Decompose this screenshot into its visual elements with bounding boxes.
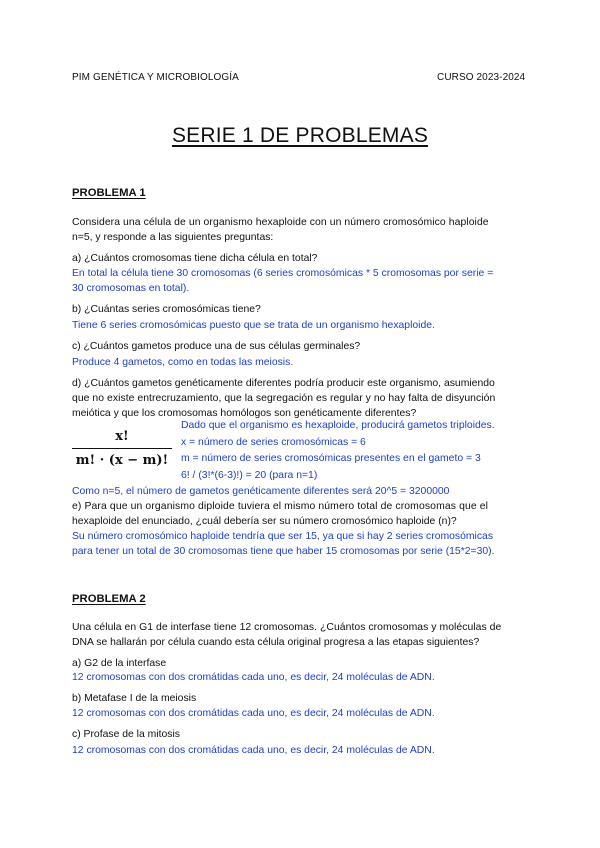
problem-1-answer-b: Tiene 6 series cromosómicas puesto que se trata de un organismo hexaploide. (72, 320, 435, 331)
problem-2-intro-line-1: Una célula en G1 de interfase tiene 12 cromosomas. ¿Cuántos cromosomas y moléculas de (72, 622, 502, 633)
combination-formula (72, 428, 172, 470)
problem-1-answer-e-line-2: para tener un total de 30 cromosomas tiene que haber 15 cromosomas por serie (15*2=30). (72, 546, 495, 557)
formula-fraction-bar (72, 448, 172, 449)
problem-1-answer-d-line-3: m = número de series cromosómicas presentes en el gameto = 3 (181, 453, 481, 464)
problem-2-answer-b: 12 cromosomas con dos cromátidas cada uno, es decir, 24 moléculas de ADN. (72, 708, 435, 719)
problem-1-answer-a-line-1: En total la célula tiene 30 cromosomas (6 series cromosómicas * 5 cromosomas por serie = (72, 268, 494, 279)
problem-1-answer-c: Produce 4 gametos, como en todas las meiosis. (72, 357, 294, 368)
problem-1-answer-d-line-1: Dado que el organismo es hexaploide, producirá gametos triploides. (181, 420, 495, 431)
problem-1-intro-line-2: n=5, y responde a las siguientes preguntas: (72, 232, 274, 243)
problem-2-heading: PROBLEMA 2 (72, 593, 146, 605)
problem-1-answer-d-line-4: 6! / (3!*(6-3)!) = 20 (para n=1) (181, 470, 318, 481)
problem-1-question-e-line-1: e) Para que un organismo diploide tuviera el mismo número total de cromosomas que el (72, 501, 489, 512)
header-course-name: PIM GENÉTICA Y MICROBIOLOGÍA (72, 72, 239, 83)
problem-1-heading: PROBLEMA 1 (72, 187, 146, 199)
problem-2-intro-line-2: DNA se hallarán por célula cuando esta célula original progresa a las etapas siguientes? (72, 637, 480, 648)
page-title: SERIE 1 DE PROBLEMAS (171, 124, 429, 147)
problem-1-question-d-line-1: d) ¿Cuántos gametos genéticamente diferentes podría producir este organismo, asumiendo (72, 378, 495, 389)
problem-1-answer-e-line-1: Su número cromosómico haploide tendría que ser 15, ya que si hay 2 series cromosómicas (72, 531, 494, 542)
problem-1-answer-a-line-2: 30 cromosomas en total). (72, 283, 190, 294)
problem-2-question-b: b) Metafase I de la meiosis (72, 693, 197, 704)
problem-1-question-d-line-3: meiótica y que los cromosomas homólogos son genéticamente diferentes? (72, 408, 417, 419)
problem-1-answer-d-line-5: Como n=5, el número de gametos genéticamente diferentes será 20^5 = 3200000 (72, 486, 450, 497)
formula-numerator: x! (115, 429, 129, 444)
problem-1-answer-d-line-2: x = número de series cromosómicas = 6 (181, 437, 366, 448)
header-course-year: CURSO 2023-2024 (437, 72, 526, 83)
problem-1-question-b: b) ¿Cuántas series cromosómicas tiene? (72, 304, 261, 315)
problem-2-answer-c: 12 cromosomas con dos cromátidas cada uno, es decir, 24 moléculas de ADN. (72, 745, 435, 756)
problem-1-question-c: c) ¿Cuántos gametos produce una de sus células germinales? (72, 341, 361, 352)
problem-1-question-a: a) ¿Cuántos cromosomas tiene dicha célula en total? (72, 253, 318, 264)
problem-1-intro-line-1: Considera una célula de un organismo hexaploide con un número cromosómico haploide (72, 217, 489, 228)
problem-2-answer-a: 12 cromosomas con dos cromátidas cada uno, es decir, 24 moléculas de ADN. (72, 672, 435, 683)
problem-1-question-e-line-2: hexaploide del enunciado, ¿cuál debería ser su número cromosómico haploide (n)? (72, 516, 457, 527)
problem-2-question-a: a) G2 de la interfase (72, 658, 167, 669)
problem-2-question-c: c) Profase de la mitosis (72, 729, 180, 740)
formula-denominator: m! · (x − m)! (75, 453, 169, 468)
problem-1-question-d-line-2: que no existe entrecruzamiento, que la segregación es regular y no hay falta de disyunción (72, 393, 496, 404)
